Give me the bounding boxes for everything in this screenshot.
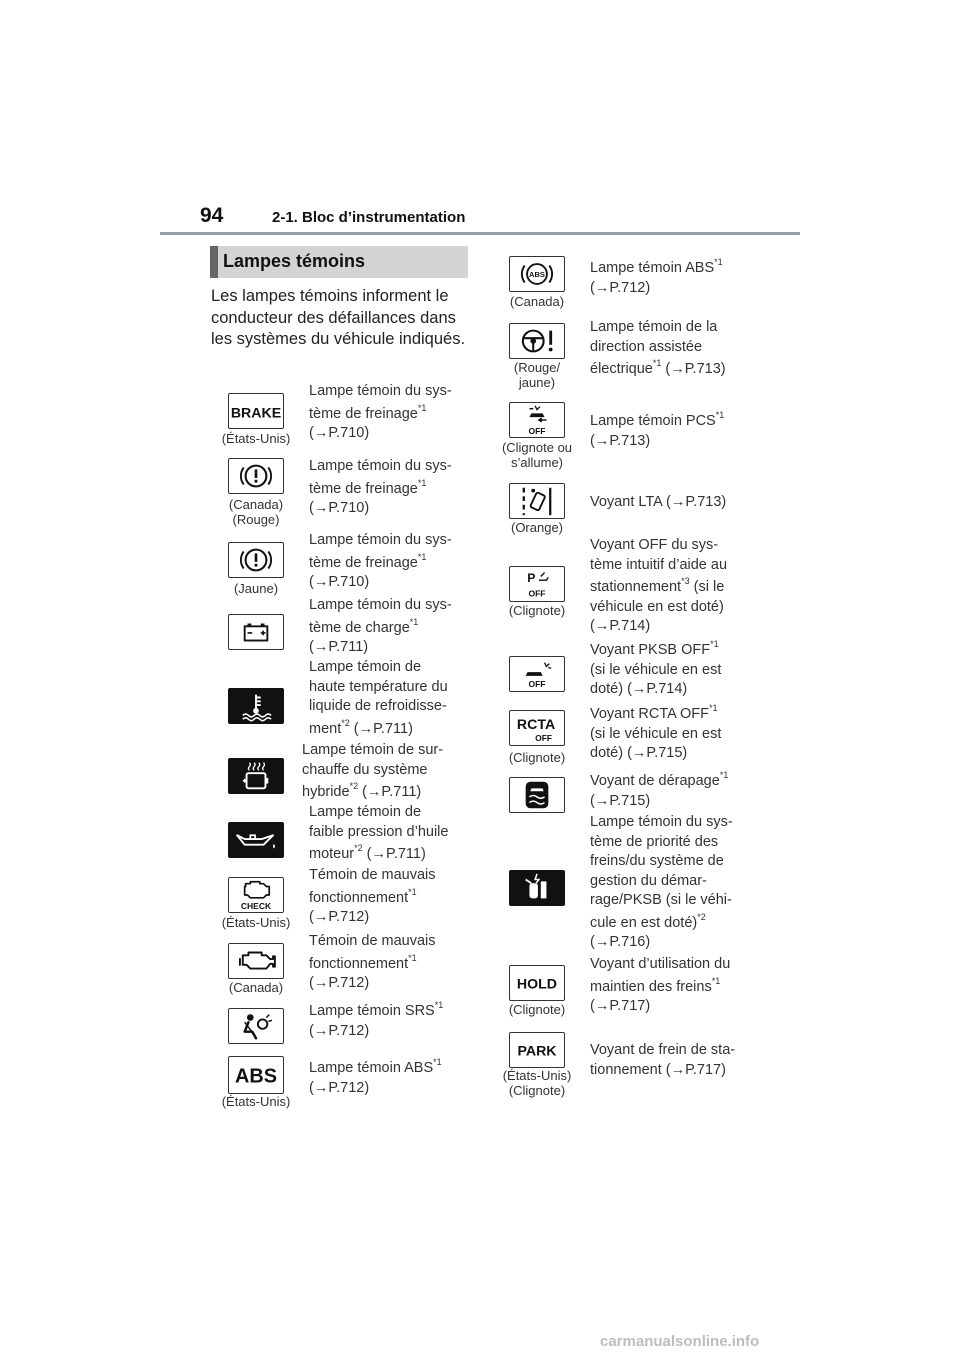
desc-brake-yellow — [309, 531, 452, 593]
desc-line: (→P.712) — [309, 1079, 370, 1096]
caption-line: (Clignote) — [508, 1083, 566, 1098]
caption-engine-canada — [211, 980, 301, 995]
footnote-ref: *3 — [681, 576, 690, 587]
footnote-ref: *1 — [719, 770, 729, 781]
desc-line — [309, 952, 436, 975]
desc-line: Lampe témoin du sys- — [309, 532, 452, 548]
caption-line: jaune) — [518, 375, 556, 390]
check-icon-text: CHECK — [240, 901, 272, 912]
caption-brake-yellow — [211, 581, 301, 596]
brake-hold-icon — [509, 965, 565, 1001]
footnote-ref: *1 — [417, 551, 427, 562]
page-ref: (→P.713) — [661, 361, 726, 377]
desc-oil-pressure — [309, 803, 448, 865]
desc-line — [590, 360, 726, 380]
desc-line: Lampe témoin du sys- — [590, 814, 733, 830]
footnote-ref: *1 — [417, 477, 427, 488]
desc-line: Lampe témoin de — [309, 659, 422, 675]
caption-line: (Jaune) — [233, 581, 279, 596]
desc-text: Voyant PKSB OFF — [590, 642, 711, 658]
abs-small-icon-text: ABS — [529, 269, 545, 279]
desc-line — [309, 1002, 443, 1022]
desc-power-steering — [590, 318, 726, 380]
caption-line: (États-Unis) — [221, 1094, 291, 1109]
desc-line — [590, 911, 733, 934]
parking-sensor-off-icon — [509, 566, 565, 602]
section-intro: Les lampes témoins informent le conducteur des défaillances dans les systèmes du véhicule indiqués. — [211, 287, 466, 348]
desc-line: direction assistée — [590, 338, 703, 355]
desc-malfunction-canada — [309, 932, 436, 994]
check-engine-icon — [228, 877, 284, 913]
desc-line: véhicule en est doté) — [590, 598, 724, 615]
brake-text-icon — [228, 393, 284, 429]
desc-line — [590, 705, 721, 725]
desc-slip — [590, 772, 728, 811]
header-rule — [160, 232, 800, 235]
caption-line: s’allume) — [510, 455, 563, 470]
park-icon-text: PARK — [517, 1043, 557, 1060]
footnote-ref: *1 — [710, 639, 719, 650]
pksb-off-text: OFF — [528, 679, 546, 690]
desc-line: (→P.710) — [309, 574, 370, 590]
desc-line: (→P.714) — [590, 618, 651, 634]
desc-line: gestion du démar- — [590, 872, 707, 889]
desc-line: Témoin de mauvais — [309, 933, 436, 949]
desc-line — [309, 477, 452, 500]
desc-text: tème de charge — [309, 619, 410, 636]
desc-charging — [309, 596, 452, 658]
caption-line: (États-Unis) — [221, 915, 291, 930]
desc-line: Lampe témoin du sys- — [309, 597, 452, 613]
desc-text: Lampe témoin ABS — [309, 1060, 434, 1076]
desc-text: Voyant de dérapage — [590, 773, 720, 789]
desc-abs-canada — [590, 259, 723, 298]
desc-line — [590, 772, 728, 792]
desc-line: doté) (→P.714) — [590, 681, 688, 697]
caption-pcs — [492, 440, 582, 470]
caption-line: (États-Unis) — [221, 431, 291, 446]
desc-line: tème intuitif d’aide au — [590, 556, 728, 573]
page-ref: (→P.711) — [362, 846, 426, 862]
desc-text: tème de freinage — [309, 554, 418, 571]
desc-line: (→P.710) — [309, 425, 370, 441]
caption-steering — [492, 360, 582, 390]
parking-brake-icon — [509, 1032, 565, 1068]
caption-line: (Clignote) — [508, 603, 566, 618]
battery-icon — [228, 614, 284, 650]
desc-text: maintien des freins — [590, 978, 712, 995]
footnote-ref: *2 — [341, 717, 350, 728]
desc-text: hybride — [302, 784, 350, 800]
caption-line: (Clignote) — [508, 750, 566, 765]
desc-line: haute température du — [309, 678, 448, 695]
desc-line: tionnement (→P.717) — [590, 1061, 726, 1078]
footnote-ref: *2 — [349, 781, 359, 792]
desc-line: chauffe du système — [302, 761, 428, 778]
desc-srs — [309, 1002, 443, 1041]
rcta-icon-text: RCTA — [516, 716, 556, 733]
pcs-collision-icon — [509, 402, 565, 438]
brake-warning-yellow-icon — [228, 542, 284, 578]
desc-line: Voyant OFF du sys- — [590, 537, 719, 553]
caption-line: (Rouge/ — [513, 360, 561, 375]
desc-brake-override — [590, 813, 733, 953]
watermark: carmanualsonline.info — [600, 1333, 760, 1350]
desc-line: (→P.712) — [590, 279, 651, 296]
caption-rcta — [492, 750, 582, 765]
caption-line: (Canada) — [228, 980, 284, 995]
footnote-ref: *1 — [433, 1057, 442, 1068]
desc-line — [309, 717, 448, 740]
pksb-off-icon — [509, 656, 565, 692]
desc-brake-canada — [309, 457, 452, 519]
desc-line: freins/du système de — [590, 853, 724, 869]
desc-line: (si le véhicule en est — [590, 725, 722, 742]
desc-line: Témoin de mauvais — [309, 867, 436, 883]
oil-pressure-icon — [228, 822, 284, 858]
desc-line: Lampe témoin de — [309, 804, 422, 820]
desc-line — [590, 641, 721, 661]
desc-brake-usa — [309, 382, 452, 444]
rcta-off-text: OFF — [535, 733, 553, 744]
desc-line: Lampe témoin du sys- — [309, 383, 452, 399]
desc-text: électrique — [590, 361, 653, 377]
desc-text: moteur — [309, 846, 355, 862]
pcs-off-text: OFF — [528, 426, 546, 437]
desc-line: (→P.710) — [309, 500, 370, 516]
brake-warning-icon — [228, 458, 284, 494]
footnote-ref: *1 — [408, 886, 417, 897]
desc-line: Voyant de frein de sta- — [590, 1042, 736, 1058]
footnote-ref: *1 — [434, 1000, 444, 1011]
desc-line: (→P.711) — [309, 639, 369, 655]
desc-text: tème de freinage — [309, 405, 418, 422]
caption-line: (Canada) — [509, 294, 565, 309]
desc-parking-sensor — [590, 536, 727, 637]
desc-line: (→P.717) — [590, 998, 651, 1014]
desc-coolant — [309, 658, 448, 739]
desc-text: Lampe témoin ABS — [590, 260, 715, 276]
desc-line: Lampe témoin de sur- — [302, 742, 444, 758]
desc-line: (→P.716) — [590, 934, 651, 950]
parking-off-text: OFF — [528, 588, 546, 599]
page-ref: (→P.711) — [358, 784, 422, 800]
page-number: 94 — [200, 204, 224, 227]
desc-rcta-off — [590, 705, 721, 764]
desc-line: (→P.713) — [590, 432, 651, 449]
lane-tracing-icon — [509, 483, 565, 519]
caption-check-usa — [211, 915, 301, 930]
desc-pksb-off — [590, 641, 721, 700]
brake-override-icon — [509, 870, 565, 906]
desc-abs-usa — [309, 1059, 442, 1098]
desc-line: (→P.712) — [309, 1022, 370, 1039]
caption-abs-canada — [492, 294, 582, 309]
section-heading — [210, 246, 468, 278]
footnote-ref: *2 — [354, 843, 363, 854]
airbag-srs-icon — [228, 1008, 284, 1044]
caption-park — [492, 1068, 582, 1098]
coolant-temperature-icon — [228, 688, 284, 724]
desc-line — [590, 412, 724, 432]
desc-line — [590, 578, 727, 598]
hybrid-overheat-icon — [228, 758, 284, 794]
desc-text: Lampe témoin PCS — [590, 413, 716, 429]
caption-brake-canada — [211, 497, 301, 527]
desc-text: tème de freinage — [309, 480, 418, 497]
desc-brake-hold — [590, 955, 730, 1017]
desc-text: cule en est doté) — [590, 914, 698, 931]
brake-icon-text: BRAKE — [230, 405, 282, 422]
caption-parking-sensor — [492, 603, 582, 618]
footnote-ref: *1 — [709, 703, 718, 714]
desc-pcs — [590, 412, 724, 451]
footnote-ref: *1 — [715, 410, 725, 421]
desc-line: faible pression d’huile — [309, 823, 449, 840]
desc-line: (→P.712) — [309, 909, 370, 925]
desc-line: rage/PKSB (si le véhi- — [590, 892, 732, 908]
power-steering-icon — [509, 323, 565, 359]
abs-circle-icon — [509, 256, 565, 292]
desc-text: Lampe témoin SRS — [309, 1003, 435, 1019]
desc-line: (si le véhicule en est — [590, 661, 722, 678]
footnote-ref: *1 — [409, 616, 419, 627]
desc-text: Voyant RCTA OFF — [590, 706, 709, 722]
caption-line: (Canada) — [228, 497, 284, 512]
caption-line: (Orange) — [510, 520, 564, 535]
caption-line: (Clignote ou — [501, 440, 573, 455]
footnote-ref: *1 — [417, 402, 427, 413]
desc-line: Lampe témoin de la — [590, 319, 718, 335]
desc-text: ment — [309, 720, 342, 737]
hold-icon-text: HOLD — [516, 976, 558, 993]
abs-text-icon — [228, 1056, 284, 1094]
desc-line: liquide de refroidisse- — [309, 698, 447, 714]
desc-line — [309, 616, 452, 639]
desc-line — [302, 783, 443, 803]
desc-line: Voyant LTA (→P.713) — [590, 494, 727, 510]
desc-line — [309, 886, 436, 909]
footnote-ref: *1 — [714, 257, 723, 268]
desc-line — [309, 402, 452, 425]
desc-line — [309, 1059, 442, 1079]
desc-line: doté) (→P.715) — [590, 745, 688, 761]
desc-text: stationnement — [590, 579, 682, 595]
desc-line — [590, 259, 723, 279]
page-ref: (→P.711) — [349, 720, 413, 737]
desc-line — [590, 975, 730, 998]
caption-abs-usa — [211, 1094, 301, 1109]
footnote-ref: *1 — [711, 975, 721, 986]
footnote-ref: *1 — [652, 358, 662, 369]
desc-text: fonctionnement — [309, 889, 409, 906]
engine-icon — [228, 943, 284, 979]
caption-line: (Clignote) — [508, 1002, 566, 1017]
footnote-ref: *2 — [697, 911, 706, 922]
desc-hybrid-overheat — [302, 741, 443, 803]
desc-parking-brake — [590, 1041, 735, 1080]
desc-line — [309, 551, 452, 574]
desc-text: (si le — [689, 579, 725, 595]
slip-indicator-icon — [509, 777, 565, 813]
section-title: Lampes témoins — [223, 251, 366, 271]
desc-text: fonctionnement — [309, 955, 409, 972]
caption-line: (Rouge) — [232, 512, 280, 527]
desc-line: Voyant d’utilisation du — [590, 956, 731, 972]
caption-hold — [492, 1002, 582, 1017]
desc-line: (→P.715) — [590, 792, 651, 809]
caption-lta — [492, 520, 582, 535]
footnote-ref: *1 — [408, 952, 417, 963]
abs-icon-text: ABS — [235, 1065, 277, 1088]
desc-line: (→P.712) — [309, 975, 370, 991]
desc-malfunction-usa — [309, 866, 436, 928]
desc-line: Lampe témoin du sys- — [309, 458, 452, 474]
parking-p-text: P — [527, 571, 536, 586]
caption-brake-usa — [211, 431, 301, 446]
desc-line: tème de priorité des — [590, 833, 719, 850]
desc-lta — [590, 493, 726, 513]
caption-line: (États-Unis) — [502, 1068, 572, 1083]
rcta-off-icon — [509, 710, 565, 746]
chapter-title: 2-1. Bloc d’instrumentation — [272, 209, 466, 226]
desc-line — [309, 845, 448, 865]
